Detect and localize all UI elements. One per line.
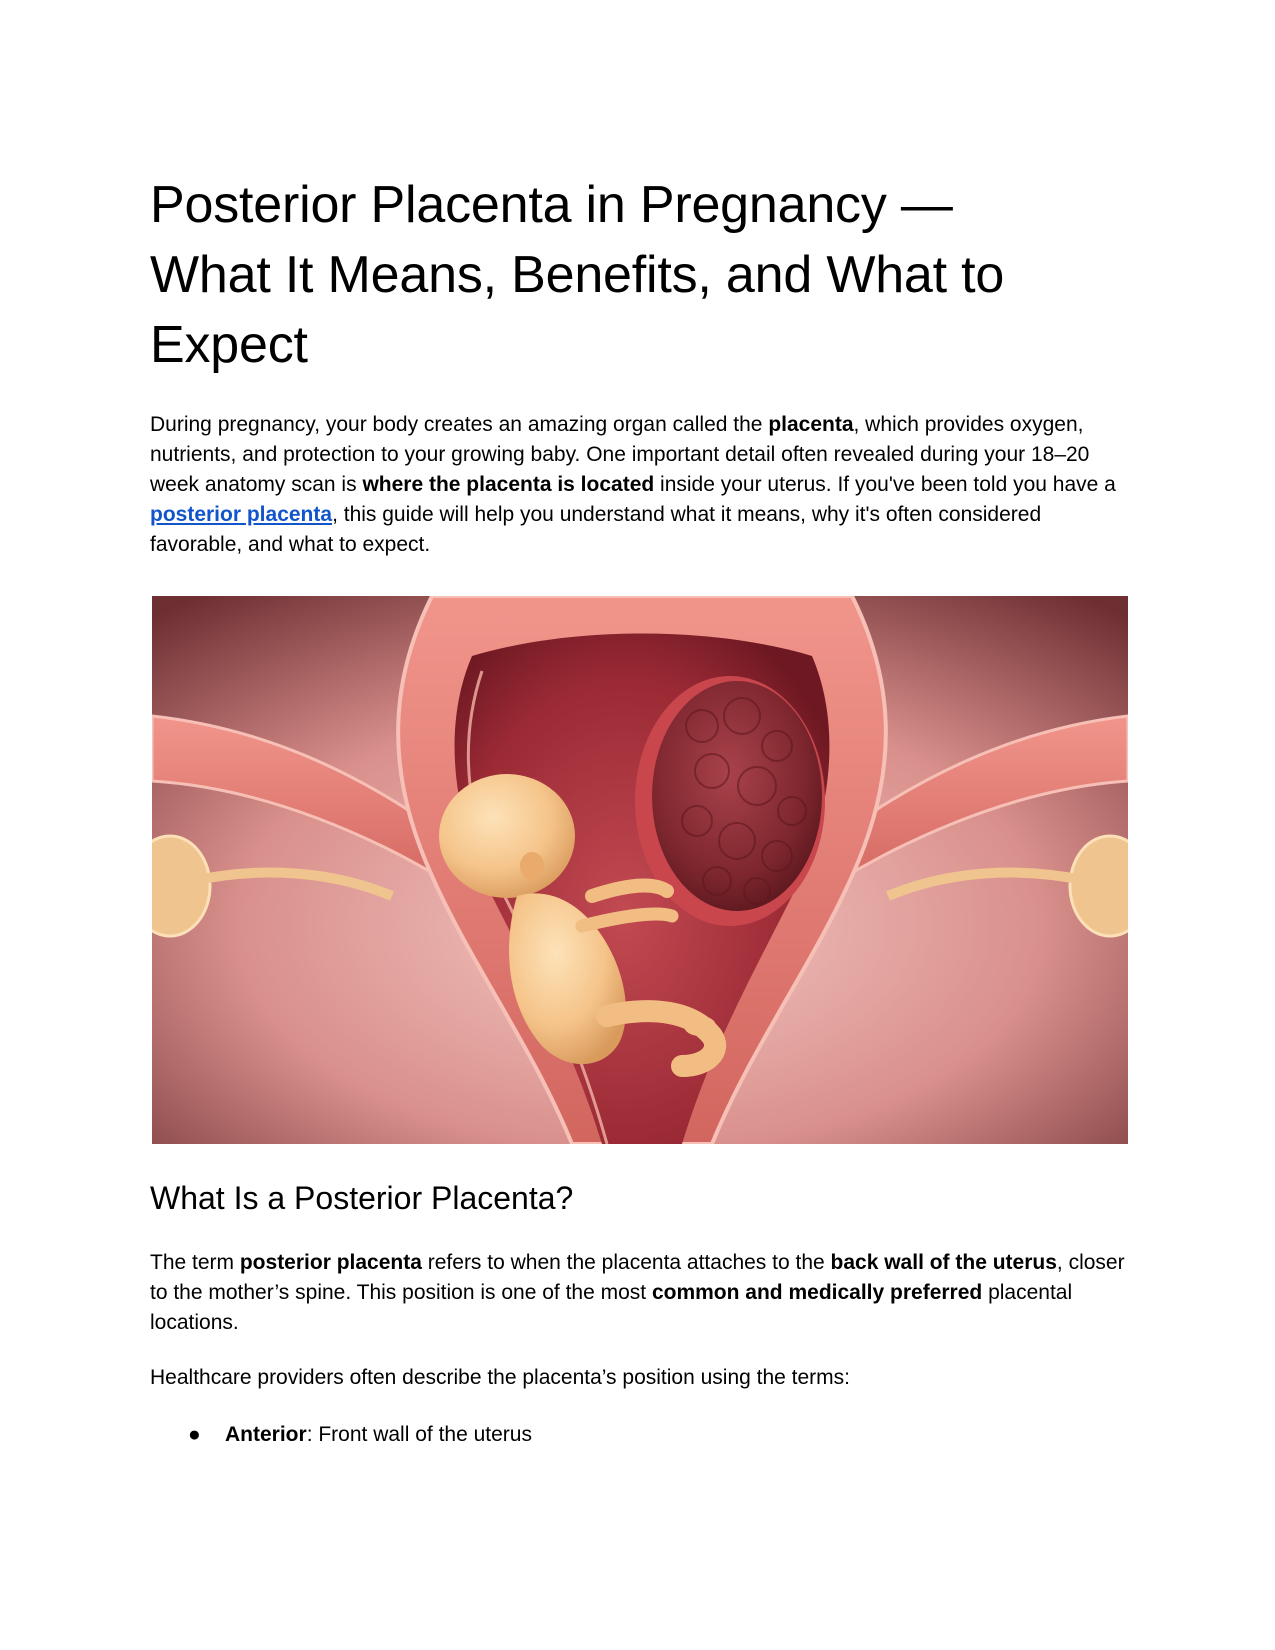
definition-text: The term — [150, 1251, 240, 1274]
intro-paragraph — [150, 410, 1130, 560]
fetus-foot — [684, 1016, 716, 1036]
intro-text: , this guide will help you understand what it means, why it's often considered favorable, and what to expect. — [150, 503, 1042, 556]
intro-text: During pregnancy, your body creates an amazing organ called the — [150, 413, 769, 436]
intro-text: , which provides oxygen, nutrients, and protection to your growing baby. One important detail often revealed during your 18–20 week anatomy scan is — [150, 413, 1090, 496]
list-item-desc: : Front wall of the uterus — [306, 1423, 532, 1446]
definition-bold: back wall of the uterus — [830, 1251, 1057, 1274]
bullet-icon: ● — [188, 1423, 201, 1446]
uterus-fetus-placenta-illustration — [152, 596, 1128, 1144]
definition-text: placental locations. — [150, 1281, 1073, 1334]
intro-text: inside your uterus. If you've been told you have a — [654, 473, 1116, 496]
definition-bold: posterior placenta — [239, 1251, 422, 1274]
title-line-3: Expect — [150, 316, 308, 374]
placenta — [652, 681, 822, 911]
posterior-placenta-link[interactable]: posterior placenta — [150, 503, 333, 526]
definition-paragraph — [150, 1248, 1130, 1338]
title-line-2: What It Means, Benefits, and What to — [150, 246, 1005, 304]
document-title — [150, 170, 1130, 380]
position-terms-list — [150, 1420, 1130, 1450]
intro-bold-location: where the placenta is located — [362, 473, 655, 496]
fetus-head — [439, 774, 575, 898]
title-line-1: Posterior Placenta in Pregnancy — — [150, 176, 953, 234]
providers-paragraph: Healthcare providers often describe the placenta’s position using the terms: — [150, 1366, 851, 1389]
list-item-term: Anterior — [225, 1423, 307, 1446]
document-page — [150, 170, 1130, 1450]
definition-bold: common and medically preferred — [651, 1281, 983, 1304]
section-heading: What Is a Posterior Placenta? — [150, 1180, 574, 1216]
definition-text: , closer to the mother’s spine. This position is one of the most — [150, 1251, 1125, 1304]
intro-bold-placenta: placenta — [768, 413, 854, 436]
fetus-ear — [520, 852, 544, 880]
list-item — [150, 1420, 1130, 1450]
definition-text: refers to when the placenta attaches to the — [421, 1251, 831, 1274]
